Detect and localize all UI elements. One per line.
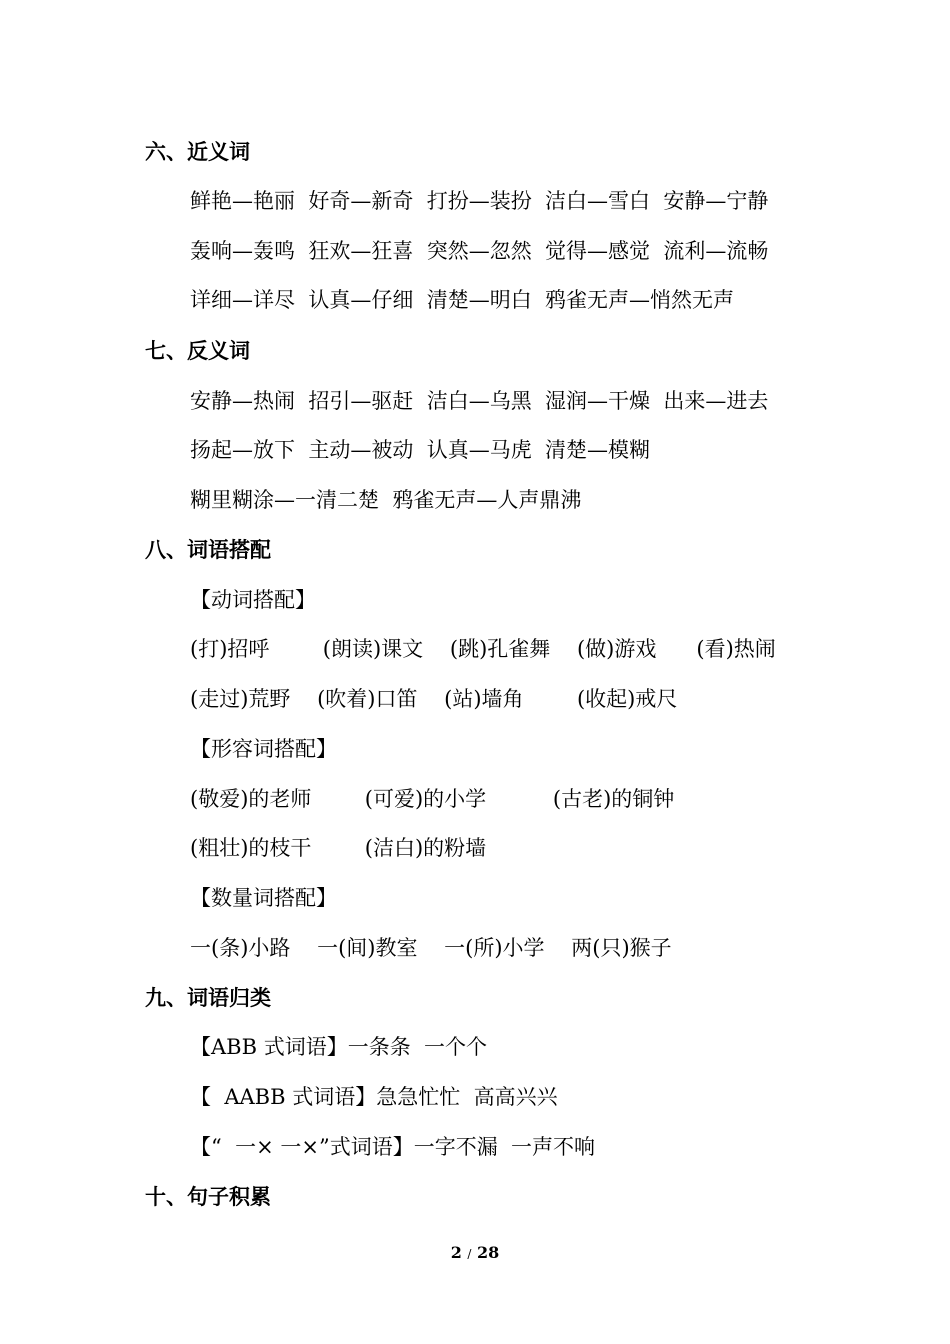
verb-collocation-line-2: (走过)荒野 (吹着)口笛 (站)墙角 (收起)戒尺 xyxy=(190,687,678,711)
total-page-count: 28 xyxy=(477,1243,500,1262)
aabb-words-line: 【 AABB 式词语】急急忙忙 高高兴兴 xyxy=(190,1085,558,1109)
abb-words-line: 【ABB 式词语】一条条 一个个 xyxy=(190,1035,488,1059)
synonym-line-2: 轰响—轰鸣 狂欢—狂喜 突然—忽然 觉得—感觉 流利—流畅 xyxy=(190,239,769,263)
verb-collocation-line-1: (打)招呼 (朗读)课文 (跳)孔雀舞 (做)游戏 (看)热闹 xyxy=(190,637,776,661)
adjective-collocation-label: 【形容词搭配】 xyxy=(190,737,337,761)
section-heading-synonyms: 六、近义词 xyxy=(145,139,250,164)
synonym-line-1: 鲜艳—艳丽 好奇—新奇 打扮—装扮 洁白—雪白 安静—宁静 xyxy=(190,189,769,213)
verb-collocation-label: 【动词搭配】 xyxy=(190,588,316,612)
page-separator: / xyxy=(467,1247,472,1261)
section-heading-antonyms: 七、反义词 xyxy=(145,338,250,363)
page-number-footer xyxy=(0,1243,950,1264)
adjective-collocation-line-1: (敬爱)的老师 (可爱)的小学 (古老)的铜钟 xyxy=(190,787,675,811)
section-heading-word-classification: 九、词语归类 xyxy=(145,985,271,1010)
antonym-line-3: 糊里糊涂—一清二楚 鸦雀无声—人声鼎沸 xyxy=(190,488,582,512)
synonym-line-3: 详细—详尽 认真—仔细 清楚—明白 鸦雀无声—悄然无声 xyxy=(190,288,735,312)
section-heading-sentences: 十、句子积累 xyxy=(145,1184,271,1209)
quantifier-collocation-label: 【数量词搭配】 xyxy=(190,886,337,910)
yi-x-yi-x-words-line: 【“ 一× 一×”式词语】一字不漏 一声不响 xyxy=(190,1135,596,1159)
quantifier-collocation-line-1: 一(条)小路 一(间)教室 一(所)小学 两(只)猴子 xyxy=(190,936,672,960)
antonym-line-2: 扬起—放下 主动—被动 认真—马虎 清楚—模糊 xyxy=(190,438,651,462)
antonym-line-1: 安静—热闹 招引—驱赶 洁白—乌黑 湿润—干燥 出来—进去 xyxy=(190,389,769,413)
section-heading-collocations: 八、词语搭配 xyxy=(145,537,271,562)
adjective-collocation-line-2: (粗壮)的枝干 (洁白)的粉墙 xyxy=(190,836,487,860)
current-page-number: 2 xyxy=(450,1243,462,1262)
